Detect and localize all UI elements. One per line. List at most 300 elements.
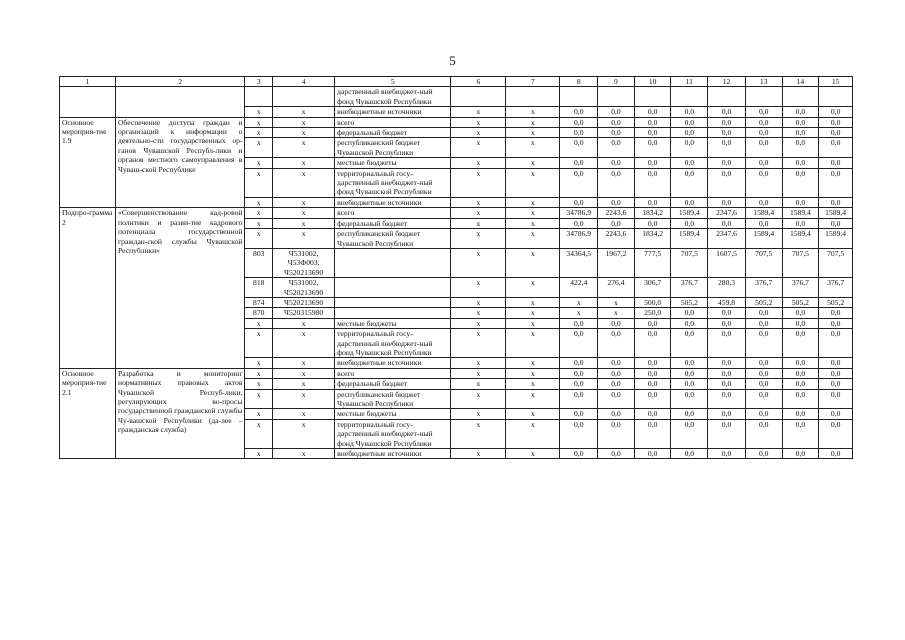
admin-code-cell: x	[245, 449, 273, 459]
value-col-11: 0,0	[671, 218, 708, 228]
section-code-cell: x	[451, 128, 506, 138]
section-code-cell: x	[451, 409, 506, 419]
value-col-13: 0,0	[745, 117, 782, 127]
budget-class-code-cell: x	[273, 208, 335, 218]
column-number-cell: 12	[708, 77, 746, 87]
value-col-10: 0,0	[634, 197, 671, 207]
value-col-13: 0,0	[745, 379, 782, 389]
section-code-cell: x	[451, 389, 506, 409]
value-col-11	[671, 87, 708, 107]
value-col-9: 276,4	[598, 278, 635, 298]
value-col-9: 0,0	[598, 329, 635, 358]
value-col-13: 376,7	[745, 278, 782, 298]
value-col-10: 0,0	[634, 218, 671, 228]
value-col-12: 459,8	[708, 297, 746, 307]
budget-class-code-cell: x	[273, 389, 335, 409]
value-col-9: x	[598, 297, 635, 307]
expense-type-cell: x	[506, 107, 560, 117]
value-col-13: 1589,4	[745, 208, 782, 218]
value-col-15: 0,0	[819, 329, 853, 358]
expense-type-cell: x	[506, 297, 560, 307]
value-col-11: 707,5	[671, 248, 708, 277]
program-description-cell: Обеспечение доступа граждан и организаций к информации о деятельно-сти государственных ор-ганов Чувашской Республ-лики и органов местного самоуправления в Чуваш-ской Республике	[116, 117, 245, 208]
funding-source-cell: всего	[335, 208, 451, 218]
budget-class-code-cell: x	[273, 419, 335, 448]
value-col-13: 0,0	[745, 358, 782, 368]
funding-source-cell: всего	[335, 117, 451, 127]
value-col-14: 0,0	[782, 368, 819, 378]
value-col-15: 0,0	[819, 379, 853, 389]
expense-type-cell	[506, 87, 560, 107]
value-col-10: 0,0	[634, 158, 671, 168]
value-col-12: 0,0	[708, 308, 746, 318]
value-col-8: 34786,9	[560, 208, 598, 218]
value-col-11: 0,0	[671, 379, 708, 389]
value-col-12: 0,0	[708, 138, 746, 158]
funding-source-cell	[335, 278, 451, 298]
value-col-14: 1589,4	[782, 229, 819, 249]
expense-type-cell: x	[506, 419, 560, 448]
funding-source-cell: внебюджетные источники	[335, 358, 451, 368]
value-col-13: 0,0	[745, 158, 782, 168]
value-col-9: 0,0	[598, 197, 635, 207]
budget-class-code-cell: x	[273, 197, 335, 207]
budget-class-code-cell: x	[273, 107, 335, 117]
value-col-14: 0,0	[782, 158, 819, 168]
value-col-9: 0,0	[598, 138, 635, 158]
value-col-11: 0,0	[671, 168, 708, 197]
section-code-cell: x	[451, 197, 506, 207]
value-col-10: 777,5	[634, 248, 671, 277]
value-col-15: 1589,4	[819, 229, 853, 249]
funding-source-cell: местные бюджеты	[335, 158, 451, 168]
funding-source-cell	[335, 297, 451, 307]
value-col-14: 707,5	[782, 248, 819, 277]
section-code-cell: x	[451, 308, 506, 318]
value-col-11: 0,0	[671, 318, 708, 328]
value-col-10: 0,0	[634, 358, 671, 368]
value-col-8: 0,0	[560, 419, 598, 448]
value-col-15: 505,2	[819, 297, 853, 307]
expense-type-cell: x	[506, 248, 560, 277]
value-col-13: 0,0	[745, 107, 782, 117]
funding-source-cell: дарственный внебюджет-ный фонд Чувашской Республики	[335, 87, 451, 107]
expense-type-cell: x	[506, 208, 560, 218]
value-col-15: 0,0	[819, 117, 853, 127]
column-number-cell: 8	[560, 77, 598, 87]
value-col-13: 0,0	[745, 168, 782, 197]
column-number-cell: 5	[335, 77, 451, 87]
value-col-11: 0,0	[671, 419, 708, 448]
admin-code-cell: 870	[245, 308, 273, 318]
section-code-cell	[451, 87, 506, 107]
value-col-14: 0,0	[782, 409, 819, 419]
value-col-8: 0,0	[560, 379, 598, 389]
value-col-12: 0,0	[708, 449, 746, 459]
budget-class-code-cell: x	[273, 218, 335, 228]
value-col-10: 306,7	[634, 278, 671, 298]
program-description-cell: Разработка и мониторинг нормативных правовых актов Чувашской Респуб-лики, регулирующих во-просы государственной гражданской службы Чу-вашской Республики (да-лее – гражданская служба)	[116, 368, 245, 459]
program-name-cell: Основное мероприя-тие 2.1	[60, 368, 116, 459]
column-number-cell: 14	[782, 77, 819, 87]
value-col-12: 0,0	[708, 358, 746, 368]
value-col-11: 0,0	[671, 107, 708, 117]
funding-source-cell: внебюджетные источники	[335, 449, 451, 459]
value-col-12: 0,0	[708, 107, 746, 117]
section-code-cell: x	[451, 248, 506, 277]
value-col-9: 0,0	[598, 379, 635, 389]
value-col-10: 0,0	[634, 379, 671, 389]
admin-code-cell: x	[245, 117, 273, 127]
value-col-8: 0,0	[560, 449, 598, 459]
budget-class-code-cell: x	[273, 318, 335, 328]
value-col-11: 1589,4	[671, 208, 708, 218]
funding-source-cell: территориальный госу-дарственный внебюджет-ный фонд Чувашской Республики	[335, 168, 451, 197]
value-col-12: 2347,6	[708, 208, 746, 218]
section-code-cell: x	[451, 318, 506, 328]
column-number-cell: 3	[245, 77, 273, 87]
section-code-cell: x	[451, 278, 506, 298]
expense-type-cell: x	[506, 308, 560, 318]
table-row	[60, 87, 853, 107]
admin-code-cell: x	[245, 138, 273, 158]
section-code-cell: x	[451, 329, 506, 358]
admin-code-cell: x	[245, 128, 273, 138]
value-col-8: 422,4	[560, 278, 598, 298]
value-col-15: 0,0	[819, 389, 853, 409]
value-col-14: 0,0	[782, 358, 819, 368]
funding-source-cell	[335, 308, 451, 318]
value-col-14: 0,0	[782, 329, 819, 358]
expense-type-cell: x	[506, 218, 560, 228]
expense-type-cell: x	[506, 318, 560, 328]
value-col-8: 0,0	[560, 318, 598, 328]
value-col-14: 0,0	[782, 318, 819, 328]
funding-source-cell: внебюджетные источники	[335, 107, 451, 117]
value-col-12: 0,0	[708, 329, 746, 358]
value-col-12: 0,0	[708, 379, 746, 389]
value-col-10: 0,0	[634, 318, 671, 328]
value-col-9	[598, 87, 635, 107]
value-col-9: 0,0	[598, 389, 635, 409]
value-col-12: 0,0	[708, 368, 746, 378]
value-col-13: 0,0	[745, 409, 782, 419]
value-col-15: 0,0	[819, 308, 853, 318]
value-col-15: 0,0	[819, 449, 853, 459]
value-col-11: 0,0	[671, 117, 708, 127]
value-col-10: 0,0	[634, 389, 671, 409]
value-col-14: 0,0	[782, 449, 819, 459]
column-number-cell: 7	[506, 77, 560, 87]
value-col-14: 0,0	[782, 107, 819, 117]
value-col-10: 0,0	[634, 117, 671, 127]
value-col-15: 0,0	[819, 107, 853, 117]
value-col-15: 0,0	[819, 138, 853, 158]
value-col-14: 376,7	[782, 278, 819, 298]
value-col-9: 0,0	[598, 419, 635, 448]
section-code-cell: x	[451, 107, 506, 117]
value-col-13: 0,0	[745, 197, 782, 207]
value-col-12: 0,0	[708, 197, 746, 207]
value-col-9: 0,0	[598, 158, 635, 168]
value-col-14: 0,0	[782, 197, 819, 207]
funding-source-cell: территориальный госу-дарственный внебюджет-ный фонд Чувашской Республики	[335, 419, 451, 448]
admin-code-cell: 874	[245, 297, 273, 307]
value-col-9: 0,0	[598, 128, 635, 138]
value-col-12: 1607,5	[708, 248, 746, 277]
column-number-cell: 11	[671, 77, 708, 87]
value-col-12: 0,0	[708, 168, 746, 197]
expense-type-cell: x	[506, 449, 560, 459]
value-col-9: 0,0	[598, 107, 635, 117]
section-code-cell: x	[451, 117, 506, 127]
value-col-9: 2243,6	[598, 229, 635, 249]
column-number-cell: 2	[116, 77, 245, 87]
column-number-cell: 15	[819, 77, 853, 87]
value-col-9: 0,0	[598, 449, 635, 459]
value-col-10	[634, 87, 671, 107]
admin-code-cell: x	[245, 218, 273, 228]
value-col-8: 0,0	[560, 168, 598, 197]
value-col-13: 1589,4	[745, 229, 782, 249]
value-col-14: 0,0	[782, 218, 819, 228]
value-col-15: 0,0	[819, 197, 853, 207]
value-col-10: 0,0	[634, 107, 671, 117]
admin-code-cell: x	[245, 358, 273, 368]
section-code-cell: x	[451, 449, 506, 459]
section-code-cell: x	[451, 358, 506, 368]
value-col-11: 0,0	[671, 389, 708, 409]
value-col-10: 500,0	[634, 297, 671, 307]
column-number-cell: 13	[745, 77, 782, 87]
value-col-15: 0,0	[819, 368, 853, 378]
funding-source-cell: территориальный госу-дарственный внебюджет-ный фонд Чувашской Республики	[335, 329, 451, 358]
value-col-14: 505,2	[782, 297, 819, 307]
value-col-11: 505,2	[671, 297, 708, 307]
value-col-8: 0,0	[560, 409, 598, 419]
budget-class-code-cell: x	[273, 449, 335, 459]
value-col-14	[782, 87, 819, 107]
value-col-11: 0,0	[671, 197, 708, 207]
value-col-13: 0,0	[745, 128, 782, 138]
value-col-9: 2243,6	[598, 208, 635, 218]
admin-code-cell: x	[245, 208, 273, 218]
value-col-12: 0,0	[708, 389, 746, 409]
value-col-15: 0,0	[819, 168, 853, 197]
value-col-14: 0,0	[782, 419, 819, 448]
table-row	[60, 208, 853, 218]
value-col-8: 0,0	[560, 128, 598, 138]
section-code-cell: x	[451, 297, 506, 307]
value-col-14: 0,0	[782, 117, 819, 127]
budget-class-code-cell: x	[273, 158, 335, 168]
value-col-10: 1834,2	[634, 229, 671, 249]
value-col-12: 0,0	[708, 409, 746, 419]
value-col-13: 505,2	[745, 297, 782, 307]
value-col-8: 34364,5	[560, 248, 598, 277]
value-col-9: 1967,2	[598, 248, 635, 277]
value-col-8: 0,0	[560, 218, 598, 228]
value-col-8: x	[560, 297, 598, 307]
value-col-15: 0,0	[819, 419, 853, 448]
expense-type-cell: x	[506, 368, 560, 378]
value-col-14: 0,0	[782, 138, 819, 158]
value-col-8	[560, 87, 598, 107]
value-col-14: 1589,4	[782, 208, 819, 218]
value-col-15: 0,0	[819, 409, 853, 419]
value-col-8: 0,0	[560, 368, 598, 378]
budget-class-code-cell: x	[273, 229, 335, 249]
value-col-13: 0,0	[745, 419, 782, 448]
admin-code-cell: x	[245, 409, 273, 419]
value-col-10: 250,0	[634, 308, 671, 318]
funding-source-cell: местные бюджеты	[335, 409, 451, 419]
value-col-11: 0,0	[671, 358, 708, 368]
program-description-cell	[116, 87, 245, 117]
program-name-cell	[60, 87, 116, 117]
value-col-15	[819, 87, 853, 107]
expense-type-cell: x	[506, 158, 560, 168]
budget-class-code-cell: x	[273, 117, 335, 127]
funding-source-cell: федеральный бюджет	[335, 128, 451, 138]
admin-code-cell: x	[245, 368, 273, 378]
value-col-11: 0,0	[671, 409, 708, 419]
admin-code-cell: x	[245, 158, 273, 168]
section-code-cell: x	[451, 229, 506, 249]
value-col-11: 1589,4	[671, 229, 708, 249]
expense-type-cell: x	[506, 379, 560, 389]
value-col-15: 1589,4	[819, 208, 853, 218]
value-col-12: 0,0	[708, 117, 746, 127]
funding-source-cell: республиканский бюджет Чувашской Республики	[335, 138, 451, 158]
value-col-10: 0,0	[634, 138, 671, 158]
value-col-12: 0,0	[708, 158, 746, 168]
value-col-14: 0,0	[782, 389, 819, 409]
budget-class-code-cell: x	[273, 168, 335, 197]
value-col-9: 0,0	[598, 218, 635, 228]
value-col-11: 0,0	[671, 138, 708, 158]
budget-class-code-cell: x	[273, 358, 335, 368]
value-col-12	[708, 87, 746, 107]
expense-type-cell: x	[506, 409, 560, 419]
expense-type-cell: x	[506, 278, 560, 298]
value-col-14: 0,0	[782, 308, 819, 318]
budget-class-code-cell: x	[273, 329, 335, 358]
expense-type-cell: x	[506, 229, 560, 249]
value-col-13	[745, 87, 782, 107]
value-col-10: 1834,2	[634, 208, 671, 218]
expense-type-cell: x	[506, 389, 560, 409]
value-col-15: 0,0	[819, 218, 853, 228]
value-col-11: 0,0	[671, 308, 708, 318]
section-code-cell: x	[451, 208, 506, 218]
funding-source-cell: республиканский бюджет Чувашской Республики	[335, 389, 451, 409]
funding-source-cell: федеральный бюджет	[335, 379, 451, 389]
funding-source-cell: федеральный бюджет	[335, 218, 451, 228]
admin-code-cell: x	[245, 329, 273, 358]
admin-code-cell: x	[245, 107, 273, 117]
value-col-8: 0,0	[560, 197, 598, 207]
budget-class-code-cell	[273, 87, 335, 107]
budget-class-code-cell: Ч520315980	[273, 308, 335, 318]
column-number-cell: 1	[60, 77, 116, 87]
value-col-8: 34786,9	[560, 229, 598, 249]
table-row	[60, 368, 853, 378]
admin-code-cell: x	[245, 229, 273, 249]
value-col-12: 0,0	[708, 128, 746, 138]
budget-class-code-cell: x	[273, 409, 335, 419]
value-col-14: 0,0	[782, 128, 819, 138]
value-col-11: 0,0	[671, 128, 708, 138]
section-code-cell: x	[451, 218, 506, 228]
value-col-12: 0,0	[708, 318, 746, 328]
expense-type-cell: x	[506, 358, 560, 368]
page-number: 5	[449, 53, 456, 68]
value-col-15: 376,7	[819, 278, 853, 298]
expense-type-cell: x	[506, 128, 560, 138]
budget-class-code-cell: Ч531002, Ч53Ф003, Ч520213690	[273, 248, 335, 277]
admin-code-cell: x	[245, 168, 273, 197]
value-col-10: 0,0	[634, 168, 671, 197]
budget-class-code-cell: Ч531002, Ч520213690	[273, 278, 335, 298]
section-code-cell: x	[451, 368, 506, 378]
value-col-9: x	[598, 308, 635, 318]
value-col-13: 0,0	[745, 318, 782, 328]
value-col-13: 0,0	[745, 138, 782, 158]
value-col-15: 707,5	[819, 248, 853, 277]
value-col-9: 0,0	[598, 318, 635, 328]
value-col-12: 2347,6	[708, 229, 746, 249]
budget-class-code-cell: x	[273, 138, 335, 158]
value-col-9: 0,0	[598, 117, 635, 127]
value-col-12: 0,0	[708, 419, 746, 448]
value-col-11: 0,0	[671, 158, 708, 168]
value-col-8: 0,0	[560, 389, 598, 409]
budget-class-code-cell: x	[273, 128, 335, 138]
value-col-13: 707,5	[745, 248, 782, 277]
funding-source-cell: местные бюджеты	[335, 318, 451, 328]
funding-source-cell	[335, 248, 451, 277]
header-row	[60, 77, 853, 87]
admin-code-cell: 818	[245, 278, 273, 298]
value-col-9: 0,0	[598, 358, 635, 368]
value-col-13: 0,0	[745, 308, 782, 318]
admin-code-cell: x	[245, 389, 273, 409]
funding-source-cell: республиканский бюджет Чувашской Республики	[335, 229, 451, 249]
value-col-11: 0,0	[671, 329, 708, 358]
column-number-cell: 10	[634, 77, 671, 87]
admin-code-cell	[245, 87, 273, 107]
column-number-cell: 9	[598, 77, 635, 87]
value-col-9: 0,0	[598, 168, 635, 197]
value-col-8: 0,0	[560, 107, 598, 117]
value-col-9: 0,0	[598, 368, 635, 378]
section-code-cell: x	[451, 138, 506, 158]
admin-code-cell: 803	[245, 248, 273, 277]
expense-type-cell: x	[506, 138, 560, 158]
value-col-11: 376,7	[671, 278, 708, 298]
value-col-13: 0,0	[745, 449, 782, 459]
funding-source-cell: внебюджетные источники	[335, 197, 451, 207]
value-col-15: 0,0	[819, 158, 853, 168]
program-name-cell: Подпро-грамма 2	[60, 208, 116, 369]
value-col-13: 0,0	[745, 389, 782, 409]
section-code-cell: x	[451, 168, 506, 197]
budget-class-code-cell: x	[273, 379, 335, 389]
program-description-cell: «Совершенствование кад-ровой политики и разви-тие кадрового потенциала государственной граждан-ской службы Чувашской Республики»	[116, 208, 245, 369]
column-number-cell: 4	[273, 77, 335, 87]
value-col-10: 0,0	[634, 329, 671, 358]
